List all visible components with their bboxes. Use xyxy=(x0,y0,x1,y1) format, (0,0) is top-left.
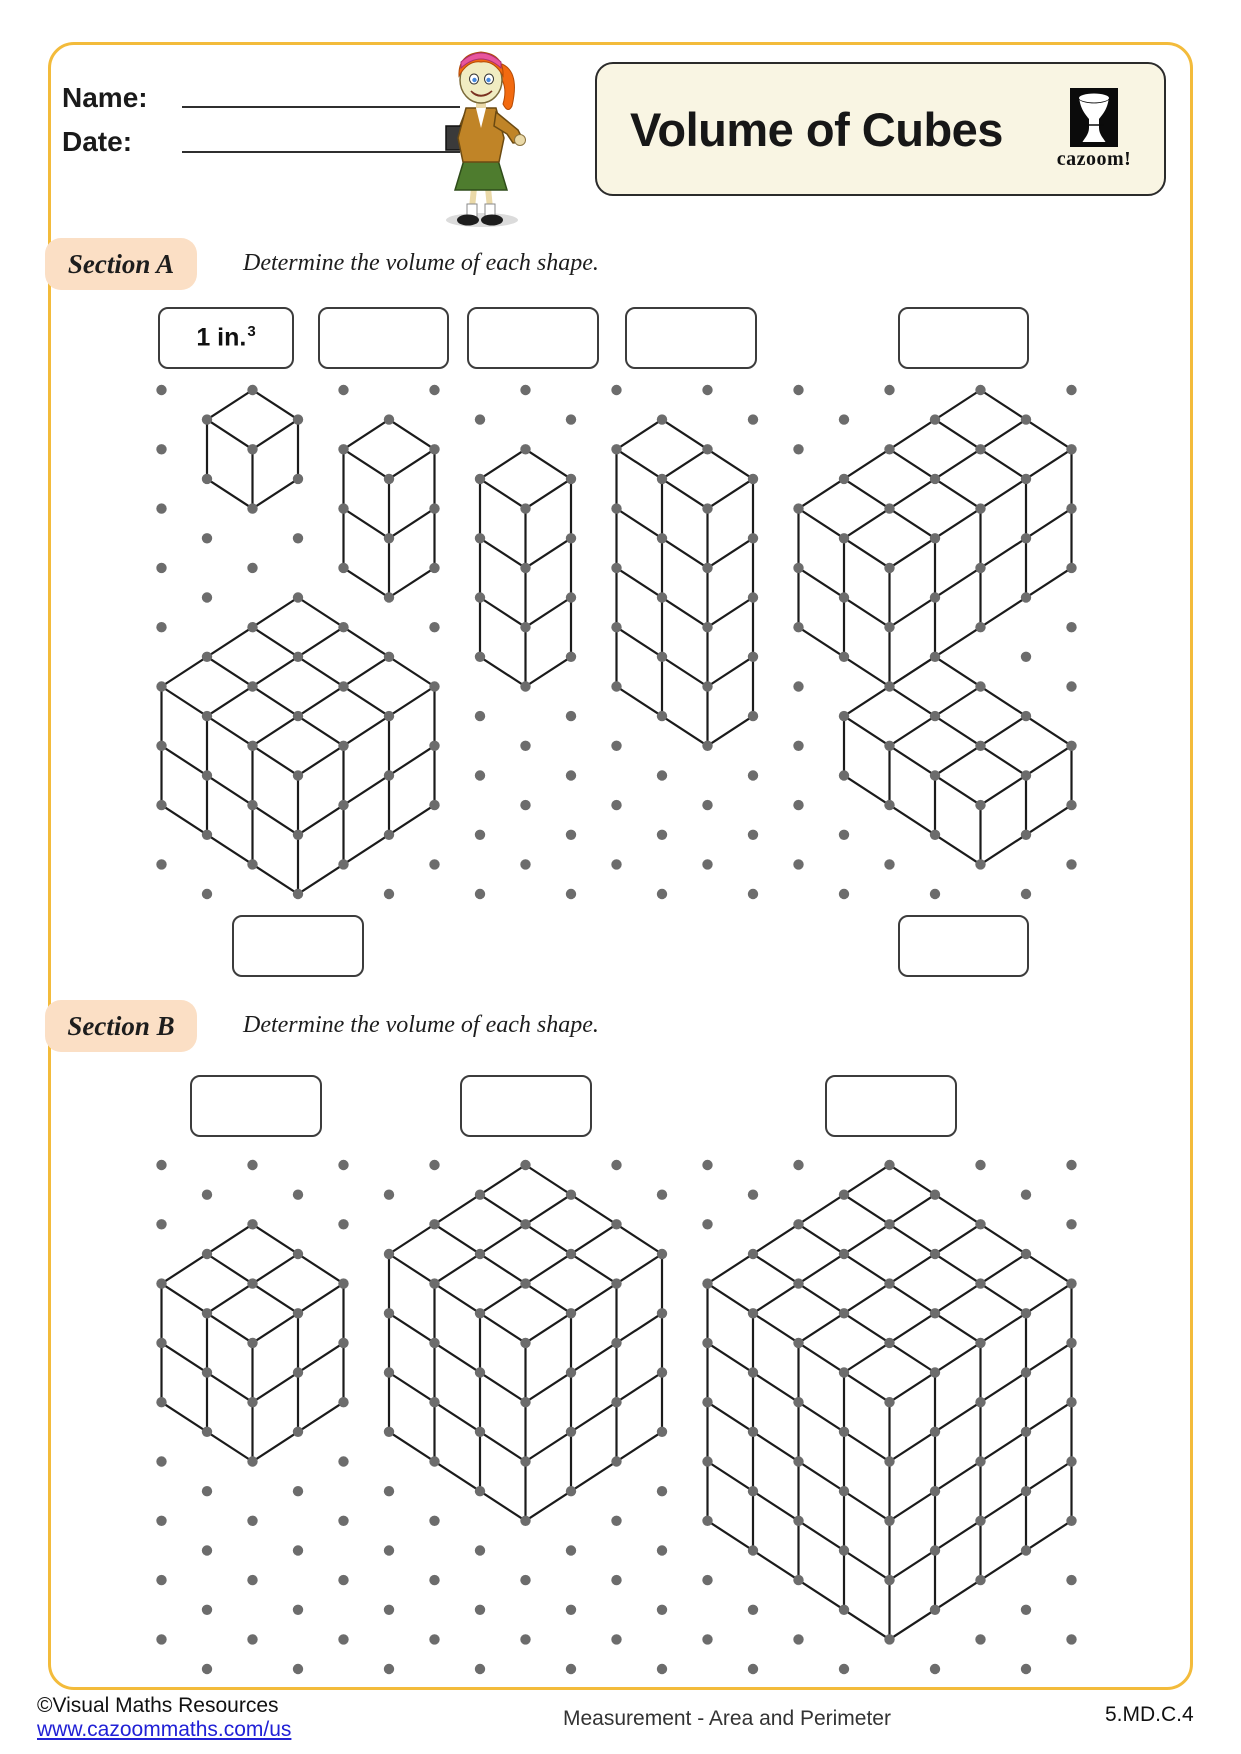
name-input-line[interactable] xyxy=(182,106,460,108)
page-title: Volume of Cubes xyxy=(630,102,1003,156)
shape-1x2x4 xyxy=(617,420,754,746)
date-label: Date: xyxy=(62,126,133,157)
hand xyxy=(515,135,526,146)
date-input-line[interactable] xyxy=(182,151,460,153)
section-b-drawing xyxy=(115,1145,1105,1700)
shape-3x3x2 xyxy=(162,598,435,895)
brand-name: cazoom! xyxy=(1056,147,1132,170)
answer-box-b3[interactable] xyxy=(825,1075,957,1137)
drum-icon xyxy=(1070,88,1118,147)
section-b-instruction: Determine the volume of each shape. xyxy=(243,1012,599,1038)
pupil xyxy=(486,78,490,82)
section-a-instruction: Determine the volume of each shape. xyxy=(243,250,599,276)
footer-topic: Measurement - Area and Perimeter xyxy=(563,1707,891,1730)
answer-box-a2[interactable] xyxy=(318,307,449,369)
answer-box-a1[interactable] xyxy=(158,307,294,369)
answer-box-a4[interactable] xyxy=(625,307,757,369)
skirt xyxy=(455,160,507,190)
shoe xyxy=(457,215,479,226)
name-label: Name: xyxy=(62,82,148,113)
pupil xyxy=(472,78,476,82)
title-box xyxy=(595,62,1166,196)
website-link[interactable]: www.cazoommaths.com/us xyxy=(37,1718,292,1741)
answer-box-a5[interactable] xyxy=(898,307,1029,369)
student-illustration xyxy=(428,42,552,232)
section-a-label: Section A xyxy=(45,238,197,290)
section-a-drawing xyxy=(115,370,1105,910)
brand-logo xyxy=(1036,88,1164,171)
answer-box-b2[interactable] xyxy=(460,1075,592,1137)
unit-label: 1 in.$^3$ xyxy=(196,323,256,352)
answer-box-b1[interactable] xyxy=(190,1075,322,1137)
standard-code: 5.MD.C.4 xyxy=(1105,1703,1194,1726)
copyright-text: ©Visual Maths Resources xyxy=(37,1694,279,1717)
answer-box-a7[interactable] xyxy=(898,915,1029,977)
answer-box-a3[interactable] xyxy=(467,307,599,369)
answer-box-a6[interactable] xyxy=(232,915,364,977)
shoe xyxy=(481,215,503,226)
section-b-label: Section B xyxy=(45,1000,197,1052)
shape-1x1x2 xyxy=(344,420,435,598)
